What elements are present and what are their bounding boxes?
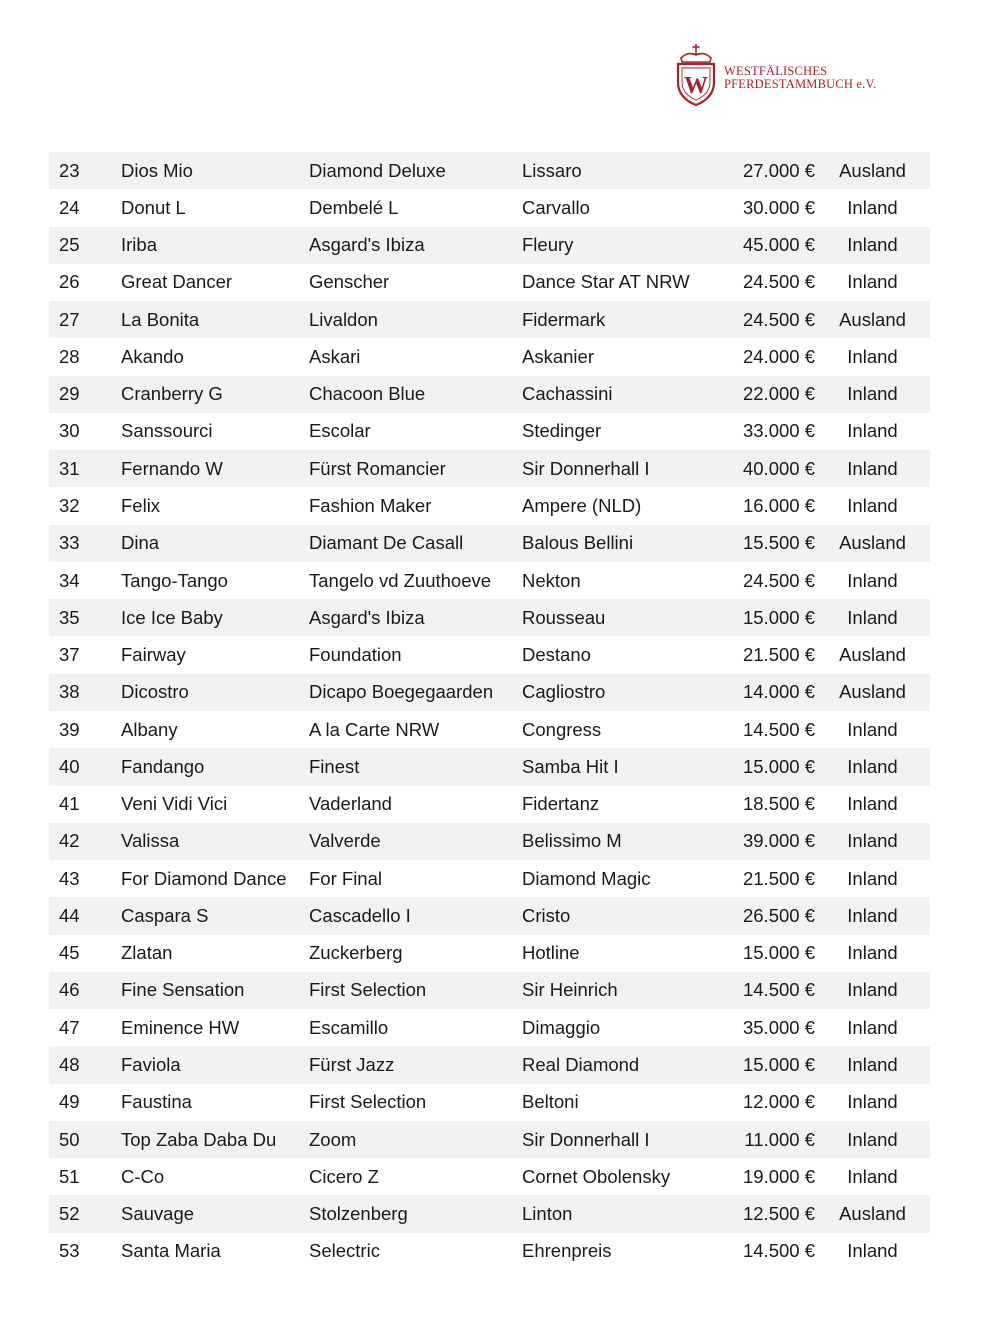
sire-name-cell: Diamant De Casall bbox=[309, 525, 522, 562]
buyer-origin-cell: Inland bbox=[815, 487, 930, 524]
table-row bbox=[49, 1233, 930, 1270]
table-row bbox=[49, 786, 930, 823]
sire-name-cell: Cascadello I bbox=[309, 897, 522, 934]
sire-name-cell: Asgard's Ibiza bbox=[309, 227, 522, 264]
table-row bbox=[49, 264, 930, 301]
dam-sire-name-cell: Diamond Magic bbox=[522, 860, 722, 897]
price-cell: 14.500 € bbox=[722, 972, 815, 1009]
price-cell: 24.500 € bbox=[722, 301, 815, 338]
westfalen-logo bbox=[672, 42, 912, 108]
sire-name-cell: A la Carte NRW bbox=[309, 711, 522, 748]
price-cell: 22.000 € bbox=[722, 376, 815, 413]
buyer-origin-cell: Inland bbox=[815, 711, 930, 748]
price-cell: 14.000 € bbox=[722, 674, 815, 711]
horse-name-cell: Top Zaba Daba Du bbox=[121, 1121, 309, 1158]
lot-number-cell: 49 bbox=[49, 1084, 121, 1121]
buyer-origin-cell: Inland bbox=[815, 413, 930, 450]
horse-name-cell: Caspara S bbox=[121, 897, 309, 934]
horse-name-cell: Valissa bbox=[121, 823, 309, 860]
table-row bbox=[49, 376, 930, 413]
price-cell: 14.500 € bbox=[722, 711, 815, 748]
price-cell: 24.000 € bbox=[722, 338, 815, 375]
dam-sire-name-cell: Askanier bbox=[522, 338, 722, 375]
horse-name-cell: Dicostro bbox=[121, 674, 309, 711]
price-cell: 24.500 € bbox=[722, 562, 815, 599]
buyer-origin-cell: Inland bbox=[815, 376, 930, 413]
table-row bbox=[49, 525, 930, 562]
table-body bbox=[49, 152, 930, 1270]
sire-name-cell: Fashion Maker bbox=[309, 487, 522, 524]
table-row bbox=[49, 972, 930, 1009]
table-row bbox=[49, 674, 930, 711]
buyer-origin-cell: Inland bbox=[815, 450, 930, 487]
lot-number-cell: 50 bbox=[49, 1121, 121, 1158]
horse-name-cell: Felix bbox=[121, 487, 309, 524]
lot-number-cell: 28 bbox=[49, 338, 121, 375]
dam-sire-name-cell: Real Diamond bbox=[522, 1046, 722, 1083]
table-row bbox=[49, 487, 930, 524]
buyer-origin-cell: Ausland bbox=[815, 1195, 930, 1232]
crest-letter: W bbox=[684, 73, 708, 99]
price-cell: 21.500 € bbox=[722, 860, 815, 897]
dam-sire-name-cell: Cachassini bbox=[522, 376, 722, 413]
table-row bbox=[49, 562, 930, 599]
price-cell: 15.000 € bbox=[722, 599, 815, 636]
horse-name-cell: Sanssourci bbox=[121, 413, 309, 450]
buyer-origin-cell: Inland bbox=[815, 748, 930, 785]
dam-sire-name-cell: Dimaggio bbox=[522, 1009, 722, 1046]
sire-name-cell: Fürst Jazz bbox=[309, 1046, 522, 1083]
price-cell: 18.500 € bbox=[722, 786, 815, 823]
horse-name-cell: Akando bbox=[121, 338, 309, 375]
lot-number-cell: 30 bbox=[49, 413, 121, 450]
horse-name-cell: Fernando W bbox=[121, 450, 309, 487]
buyer-origin-cell: Inland bbox=[815, 227, 930, 264]
horse-name-cell: Ice Ice Baby bbox=[121, 599, 309, 636]
sire-name-cell: Valverde bbox=[309, 823, 522, 860]
horse-name-cell: Great Dancer bbox=[121, 264, 309, 301]
sire-name-cell: Escolar bbox=[309, 413, 522, 450]
table-row bbox=[49, 301, 930, 338]
sire-name-cell: Cicero Z bbox=[309, 1158, 522, 1195]
dam-sire-name-cell: Linton bbox=[522, 1195, 722, 1232]
westfalen-crest-icon bbox=[672, 42, 720, 108]
buyer-origin-cell: Ausland bbox=[815, 301, 930, 338]
sire-name-cell: Askari bbox=[309, 338, 522, 375]
logo-line-1: WESTFÄLISCHES bbox=[724, 64, 828, 78]
dam-sire-name-cell: Beltoni bbox=[522, 1084, 722, 1121]
price-cell: 21.500 € bbox=[722, 636, 815, 673]
table-row bbox=[49, 189, 930, 226]
dam-sire-name-cell: Cornet Obolensky bbox=[522, 1158, 722, 1195]
horse-name-cell: C-Co bbox=[121, 1158, 309, 1195]
table-row bbox=[49, 1195, 930, 1232]
sire-name-cell: Finest bbox=[309, 748, 522, 785]
price-cell: 14.500 € bbox=[722, 1233, 815, 1270]
buyer-origin-cell: Inland bbox=[815, 338, 930, 375]
sire-name-cell: Foundation bbox=[309, 636, 522, 673]
table-row bbox=[49, 823, 930, 860]
horse-name-cell: Iriba bbox=[121, 227, 309, 264]
lot-number-cell: 53 bbox=[49, 1233, 121, 1270]
table-row bbox=[49, 1084, 930, 1121]
dam-sire-name-cell: Cristo bbox=[522, 897, 722, 934]
buyer-origin-cell: Inland bbox=[815, 1121, 930, 1158]
buyer-origin-cell: Inland bbox=[815, 1046, 930, 1083]
lot-number-cell: 48 bbox=[49, 1046, 121, 1083]
auction-results-table bbox=[49, 152, 930, 1270]
lot-number-cell: 33 bbox=[49, 525, 121, 562]
dam-sire-name-cell: Balous Bellini bbox=[522, 525, 722, 562]
lot-number-cell: 44 bbox=[49, 897, 121, 934]
horse-name-cell: Zlatan bbox=[121, 935, 309, 972]
sire-name-cell: Diamond Deluxe bbox=[309, 152, 522, 189]
sire-name-cell: For Final bbox=[309, 860, 522, 897]
sire-name-cell: Dicapo Boegegaarden bbox=[309, 674, 522, 711]
horse-name-cell: Cranberry G bbox=[121, 376, 309, 413]
horse-name-cell: Sauvage bbox=[121, 1195, 309, 1232]
buyer-origin-cell: Inland bbox=[815, 897, 930, 934]
dam-sire-name-cell: Samba Hit I bbox=[522, 748, 722, 785]
sire-name-cell: Genscher bbox=[309, 264, 522, 301]
horse-name-cell: Eminence HW bbox=[121, 1009, 309, 1046]
horse-name-cell: Santa Maria bbox=[121, 1233, 309, 1270]
price-cell: 33.000 € bbox=[722, 413, 815, 450]
lot-number-cell: 23 bbox=[49, 152, 121, 189]
dam-sire-name-cell: Congress bbox=[522, 711, 722, 748]
dam-sire-name-cell: Rousseau bbox=[522, 599, 722, 636]
horse-name-cell: Albany bbox=[121, 711, 309, 748]
price-cell: 15.000 € bbox=[722, 748, 815, 785]
table-row bbox=[49, 1158, 930, 1195]
buyer-origin-cell: Ausland bbox=[815, 525, 930, 562]
horse-name-cell: Dios Mio bbox=[121, 152, 309, 189]
sire-name-cell: Chacoon Blue bbox=[309, 376, 522, 413]
sire-name-cell: Dembelé L bbox=[309, 189, 522, 226]
lot-number-cell: 41 bbox=[49, 786, 121, 823]
price-cell: 12.500 € bbox=[722, 1195, 815, 1232]
horse-name-cell: Dina bbox=[121, 525, 309, 562]
price-cell: 24.500 € bbox=[722, 264, 815, 301]
table-row bbox=[49, 1121, 930, 1158]
table-row bbox=[49, 1046, 930, 1083]
table-row bbox=[49, 227, 930, 264]
buyer-origin-cell: Inland bbox=[815, 1009, 930, 1046]
table-row bbox=[49, 450, 930, 487]
horse-name-cell: Faustina bbox=[121, 1084, 309, 1121]
lot-number-cell: 27 bbox=[49, 301, 121, 338]
lot-number-cell: 52 bbox=[49, 1195, 121, 1232]
lot-number-cell: 34 bbox=[49, 562, 121, 599]
price-cell: 11.000 € bbox=[722, 1121, 815, 1158]
horse-name-cell: Faviola bbox=[121, 1046, 309, 1083]
buyer-origin-cell: Inland bbox=[815, 935, 930, 972]
dam-sire-name-cell: Sir Donnerhall I bbox=[522, 450, 722, 487]
buyer-origin-cell: Inland bbox=[815, 972, 930, 1009]
dam-sire-name-cell: Hotline bbox=[522, 935, 722, 972]
buyer-origin-cell: Inland bbox=[815, 562, 930, 599]
dam-sire-name-cell: Fidertanz bbox=[522, 786, 722, 823]
logo-wordmark bbox=[724, 65, 876, 91]
table-row bbox=[49, 413, 930, 450]
sire-name-cell: Asgard's Ibiza bbox=[309, 599, 522, 636]
table-row bbox=[49, 636, 930, 673]
dam-sire-name-cell: Carvallo bbox=[522, 189, 722, 226]
sire-name-cell: Selectric bbox=[309, 1233, 522, 1270]
buyer-origin-cell: Inland bbox=[815, 189, 930, 226]
dam-sire-name-cell: Sir Donnerhall I bbox=[522, 1121, 722, 1158]
sire-name-cell: Vaderland bbox=[309, 786, 522, 823]
lot-number-cell: 46 bbox=[49, 972, 121, 1009]
table-row bbox=[49, 1009, 930, 1046]
price-cell: 45.000 € bbox=[722, 227, 815, 264]
price-cell: 40.000 € bbox=[722, 450, 815, 487]
price-cell: 15.000 € bbox=[722, 935, 815, 972]
dam-sire-name-cell: Dance Star AT NRW bbox=[522, 264, 722, 301]
horse-name-cell: Fandango bbox=[121, 748, 309, 785]
dam-sire-name-cell: Stedinger bbox=[522, 413, 722, 450]
price-cell: 19.000 € bbox=[722, 1158, 815, 1195]
dam-sire-name-cell: Sir Heinrich bbox=[522, 972, 722, 1009]
buyer-origin-cell: Inland bbox=[815, 1158, 930, 1195]
price-cell: 12.000 € bbox=[722, 1084, 815, 1121]
horse-name-cell: Fine Sensation bbox=[121, 972, 309, 1009]
buyer-origin-cell: Inland bbox=[815, 786, 930, 823]
table-row bbox=[49, 599, 930, 636]
lot-number-cell: 45 bbox=[49, 935, 121, 972]
buyer-origin-cell: Ausland bbox=[815, 152, 930, 189]
horse-name-cell: Tango-Tango bbox=[121, 562, 309, 599]
lot-number-cell: 47 bbox=[49, 1009, 121, 1046]
dam-sire-name-cell: Fidermark bbox=[522, 301, 722, 338]
horse-name-cell: Fairway bbox=[121, 636, 309, 673]
lot-number-cell: 25 bbox=[49, 227, 121, 264]
lot-number-cell: 39 bbox=[49, 711, 121, 748]
sire-name-cell: Tangelo vd Zuuthoeve bbox=[309, 562, 522, 599]
dam-sire-name-cell: Fleury bbox=[522, 227, 722, 264]
lot-number-cell: 42 bbox=[49, 823, 121, 860]
table-row bbox=[49, 338, 930, 375]
price-cell: 26.500 € bbox=[722, 897, 815, 934]
lot-number-cell: 26 bbox=[49, 264, 121, 301]
sire-name-cell: Zoom bbox=[309, 1121, 522, 1158]
buyer-origin-cell: Inland bbox=[815, 1233, 930, 1270]
horse-name-cell: Veni Vidi Vici bbox=[121, 786, 309, 823]
dam-sire-name-cell: Cagliostro bbox=[522, 674, 722, 711]
lot-number-cell: 43 bbox=[49, 860, 121, 897]
table-row bbox=[49, 748, 930, 785]
horse-name-cell: For Diamond Dance bbox=[121, 860, 309, 897]
price-cell: 39.000 € bbox=[722, 823, 815, 860]
sire-name-cell: Livaldon bbox=[309, 301, 522, 338]
horse-name-cell: La Bonita bbox=[121, 301, 309, 338]
table-row bbox=[49, 711, 930, 748]
dam-sire-name-cell: Ampere (NLD) bbox=[522, 487, 722, 524]
sire-name-cell: Stolzenberg bbox=[309, 1195, 522, 1232]
lot-number-cell: 24 bbox=[49, 189, 121, 226]
buyer-origin-cell: Inland bbox=[815, 823, 930, 860]
table-row bbox=[49, 897, 930, 934]
price-cell: 30.000 € bbox=[722, 189, 815, 226]
dam-sire-name-cell: Nekton bbox=[522, 562, 722, 599]
sire-name-cell: Zuckerberg bbox=[309, 935, 522, 972]
lot-number-cell: 51 bbox=[49, 1158, 121, 1195]
buyer-origin-cell: Ausland bbox=[815, 636, 930, 673]
lot-number-cell: 29 bbox=[49, 376, 121, 413]
buyer-origin-cell: Inland bbox=[815, 264, 930, 301]
horse-name-cell: Donut L bbox=[121, 189, 309, 226]
lot-number-cell: 40 bbox=[49, 748, 121, 785]
sire-name-cell: First Selection bbox=[309, 972, 522, 1009]
price-cell: 35.000 € bbox=[722, 1009, 815, 1046]
dam-sire-name-cell: Belissimo M bbox=[522, 823, 722, 860]
table-row bbox=[49, 860, 930, 897]
buyer-origin-cell: Inland bbox=[815, 599, 930, 636]
table-row bbox=[49, 935, 930, 972]
price-cell: 27.000 € bbox=[722, 152, 815, 189]
table-row bbox=[49, 152, 930, 189]
buyer-origin-cell: Inland bbox=[815, 860, 930, 897]
sire-name-cell: Fürst Romancier bbox=[309, 450, 522, 487]
lot-number-cell: 38 bbox=[49, 674, 121, 711]
sire-name-cell: Escamillo bbox=[309, 1009, 522, 1046]
price-cell: 16.000 € bbox=[722, 487, 815, 524]
price-cell: 15.500 € bbox=[722, 525, 815, 562]
dam-sire-name-cell: Lissaro bbox=[522, 152, 722, 189]
logo-line-2: PFERDESTAMMBUCH e.V. bbox=[724, 77, 877, 91]
dam-sire-name-cell: Destano bbox=[522, 636, 722, 673]
buyer-origin-cell: Ausland bbox=[815, 674, 930, 711]
lot-number-cell: 31 bbox=[49, 450, 121, 487]
lot-number-cell: 35 bbox=[49, 599, 121, 636]
lot-number-cell: 32 bbox=[49, 487, 121, 524]
price-cell: 15.000 € bbox=[722, 1046, 815, 1083]
dam-sire-name-cell: Ehrenpreis bbox=[522, 1233, 722, 1270]
sire-name-cell: First Selection bbox=[309, 1084, 522, 1121]
lot-number-cell: 37 bbox=[49, 636, 121, 673]
buyer-origin-cell: Inland bbox=[815, 1084, 930, 1121]
